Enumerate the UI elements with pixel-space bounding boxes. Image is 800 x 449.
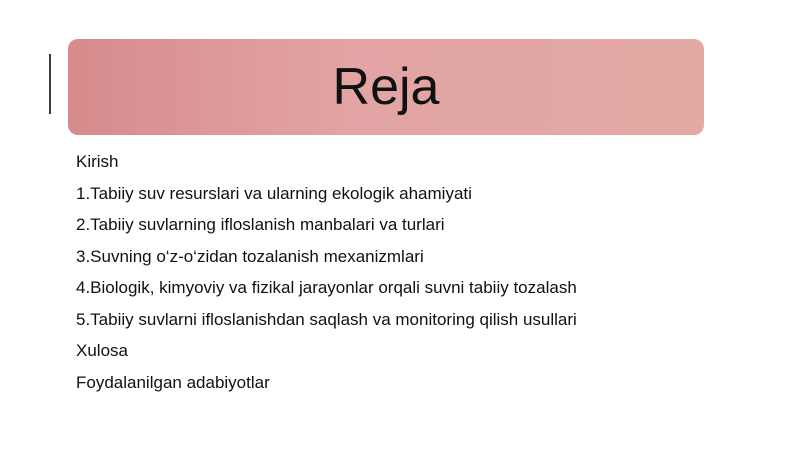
slide-title: Reja (332, 58, 440, 116)
agenda-item-3: 3.Suvning o‘z-o‘zidan tozalanish mexanizmlari (76, 246, 424, 266)
left-divider-line (49, 54, 51, 114)
agenda-item-5: 5.Tabiiy suvlarni ifloslanishdan saqlash va monitoring qilish usullari (76, 309, 577, 329)
agenda-item-4: 4.Biologik, kimyoviy va fizikal jarayonlar orqali suvni tabiiy tozalash (76, 278, 577, 297)
agenda-item-references: Foydalanilgan adabiyotlar (76, 372, 270, 392)
agenda-list (76, 146, 776, 398)
agenda-item-intro: Kirish (76, 152, 119, 171)
title-banner (68, 39, 704, 135)
agenda-item-1: 1.Tabiiy suv resurslari va ularning ekologik ahamiyati (76, 183, 472, 203)
agenda-item-2: 2.Tabiiy suvlarning ifloslanish manbalari va turlari (76, 215, 445, 234)
agenda-item-conclusion: Xulosa (76, 341, 128, 360)
